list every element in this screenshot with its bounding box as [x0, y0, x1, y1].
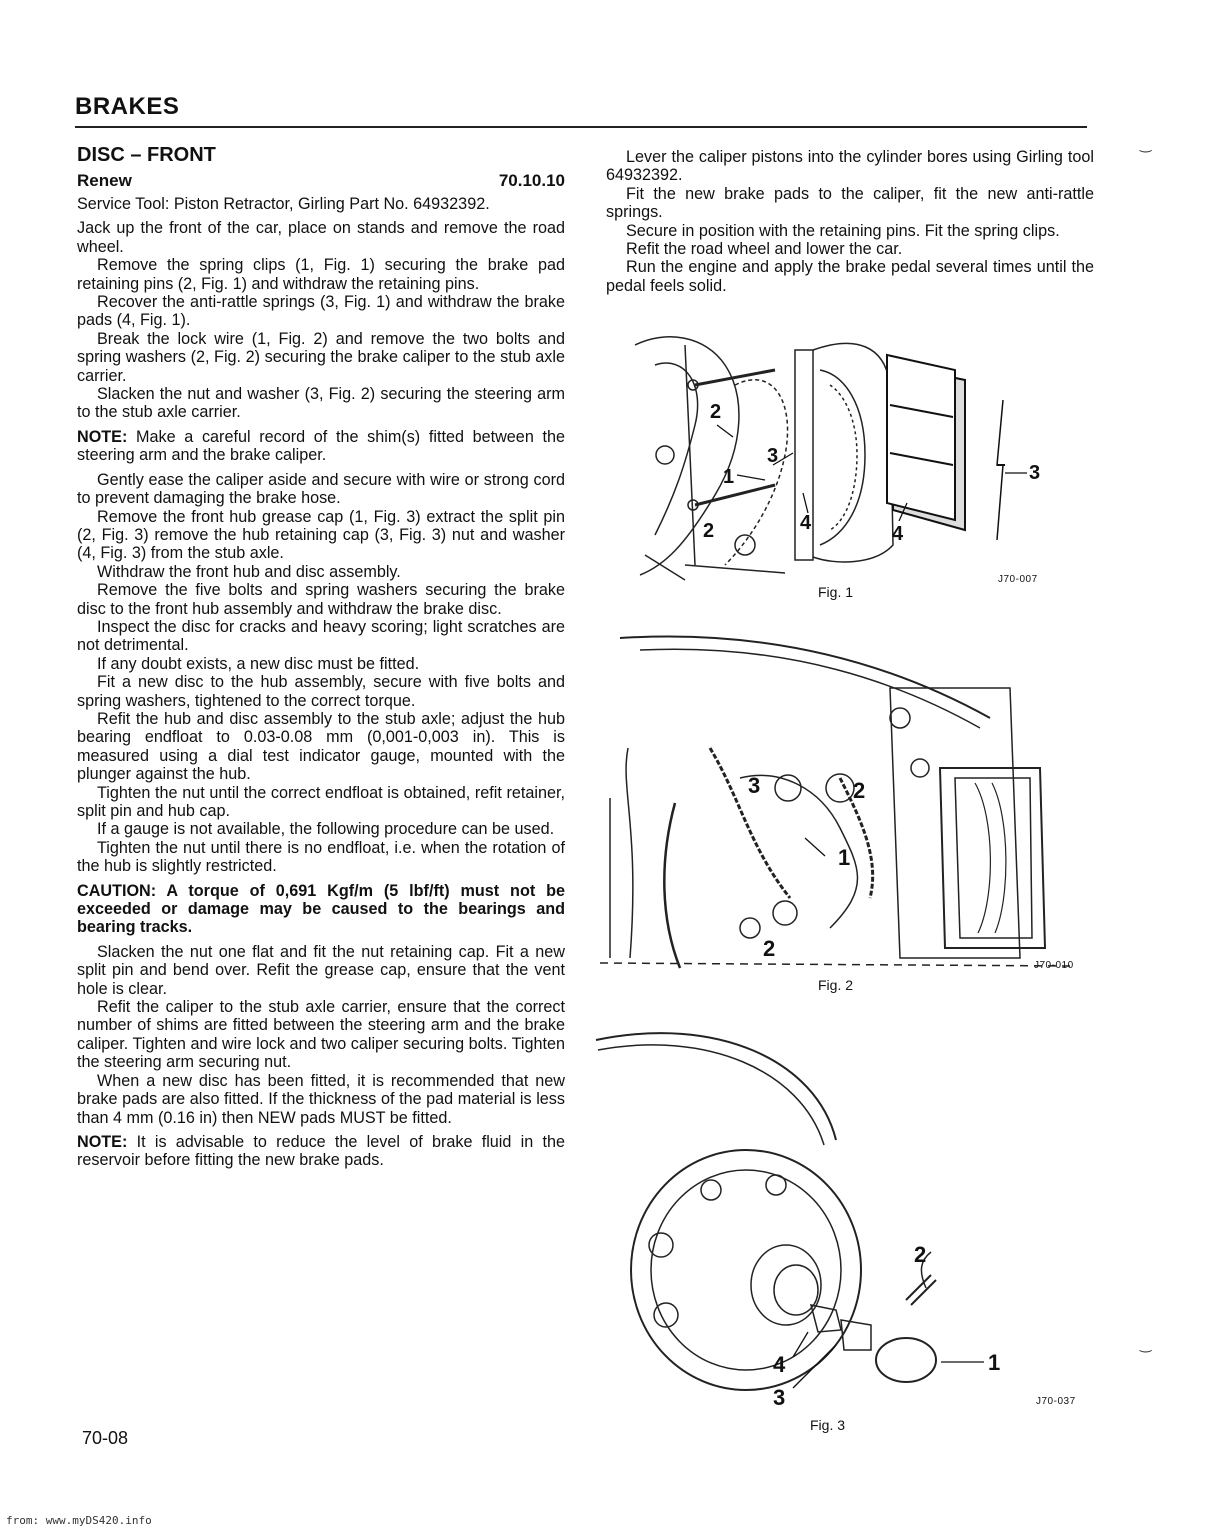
left-column — [77, 144, 565, 1170]
fig3-callout: 2 — [914, 1242, 927, 1267]
fig1-callout: 2 — [703, 520, 715, 542]
paragraph: Slacken the nut and washer (3, Fig. 2) securing the steering arm to the stub axle carrier. — [77, 385, 565, 422]
fig3-callout: 1 — [988, 1350, 1001, 1375]
brake-pads-drawing — [625, 325, 1055, 585]
fig2-callout: 3 — [748, 773, 761, 798]
figure-2-caption: Fig. 2 — [818, 977, 854, 993]
fig1-callout: 3 — [767, 445, 779, 467]
note-label: NOTE: — [77, 1132, 128, 1151]
paragraph: Remove the five bolts and spring washers securing the brake disc to the front hub assembly and withdraw the brake disc. — [77, 581, 565, 618]
paragraph: Refit the hub and disc assembly to the stub axle; adjust the hub bearing endfloat to 0.03-0.08 mm (0,001-0,003 in). This is measured using a dial test indicator gauge, mounted with the plunger against the hub. — [77, 709, 565, 784]
paragraph: Remove the front hub grease cap (1, Fig. 3) extract the split pin (2, Fig. 3) remove the hub retaining cap (3, Fig. 3) nut and washer (4, Fig. 3) from the stub axle. — [77, 507, 565, 563]
paragraph: Gently ease the caliper aside and secure with wire or strong cord to prevent damaging the brake hose. — [77, 470, 565, 508]
figure-1-ref: J70-007 — [998, 574, 1038, 585]
note-label: NOTE: — [77, 427, 128, 446]
fig2-callout: 2 — [853, 778, 866, 803]
paragraph: Fit the new brake pads to the caliper, fit the new anti-rattle springs. — [606, 184, 1094, 222]
figure-1-illustration — [625, 325, 1055, 585]
paragraph: Tighten the nut until there is no endfloat, i.e. when the rotation of the hub is slightly restricted. — [77, 838, 565, 876]
paragraph: Tighten the nut until the correct endfloat is obtained, refit retainer, split pin and hub cap. — [77, 783, 565, 820]
operation-heading: DISC – FRONT — [77, 144, 216, 166]
paragraph: If a gauge is not available, the following procedure can be used. — [97, 820, 555, 839]
paragraph: Refit the caliper to the stub axle carrier, ensure that the correct number of shims are fitted between the steering arm and the brake caliper. Tighten and wire lock and two caliper securing bolts. Tighten the steering arm securing nut. — [77, 998, 565, 1072]
service-tool-text: Service Tool: Piston Retractor, Girling Part No. 64932392. — [77, 195, 490, 213]
paragraph: Refit the road wheel and lower the car. — [626, 240, 903, 259]
fig1-callout: 4 — [892, 523, 904, 545]
figure-3-caption: Fig. 3 — [810, 1417, 846, 1433]
figure-3-illustration — [596, 1020, 1026, 1410]
paragraph: Run the engine and apply the brake pedal several times until the pedal feels solid. — [606, 258, 1094, 295]
source-footer: from: www.myDS420.info — [6, 1514, 152, 1527]
figure-3-ref: J70-037 — [1036, 1396, 1076, 1407]
paragraph: When a new disc has been fitted, it is recommended that new brake pads are also fitted. If the thickness of the pad material is less than 4 mm (0.16 in) then NEW pads MUST be fitted. — [77, 1071, 565, 1127]
paragraph: Fit a new disc to the hub assembly, secure with five bolts and spring washers, tightened to the correct torque. — [77, 673, 565, 710]
margin-mark: ‿ — [1140, 1336, 1152, 1352]
paragraph: Break the lock wire (1, Fig. 2) and remove the two bolts and spring washers (2, Fig. 2) securing the brake caliper to the stub axle carrier. — [77, 329, 565, 385]
fig1-callout: 1 — [723, 466, 735, 488]
fig2-callout: 1 — [838, 845, 851, 870]
fig1-callout: 4 — [800, 512, 812, 534]
operation-subheading — [77, 171, 565, 191]
paragraph: Jack up the front of the car, place on stands and remove the road wheel. — [77, 219, 565, 256]
paragraph: Remove the spring clips (1, Fig. 1) securing the brake pad retaining pins (2, Fig. 1) and withdraw the retaining pins. — [77, 256, 565, 293]
paragraph: Lever the caliper pistons into the cylinder bores using Girling tool 64932392. — [606, 148, 1094, 185]
fig2-callout: 2 — [763, 936, 776, 961]
operation-label: Renew — [77, 171, 132, 190]
paragraph: If any doubt exists, a new disc must be fitted. — [97, 654, 420, 673]
fig3-callout: 4 — [773, 1352, 786, 1377]
note-paragraph — [77, 1133, 565, 1170]
fig1-callout: 2 — [710, 401, 722, 423]
caliper-bolts-drawing — [600, 628, 1070, 973]
paragraph: Slacken the nut one flat and fit the nut retaining cap. Fit a new split pin and bend over. Refit the grease cap, ensure that the vent hole is clear. — [77, 942, 565, 998]
paragraph: Withdraw the front hub and disc assembly. — [97, 562, 401, 581]
hub-disc-drawing — [596, 1020, 1026, 1410]
figure-2-ref: J70-010 — [1034, 960, 1074, 971]
fig1-callout: 3 — [1029, 462, 1041, 484]
note-text: Make a careful record of the shim(s) fitted between the steering arm and the brake caliper. — [77, 427, 565, 465]
paragraph: Secure in position with the retaining pins. Fit the spring clips. — [626, 221, 1060, 240]
operation-code: 70.10.10 — [498, 171, 565, 190]
paragraph: Recover the anti-rattle springs (3, Fig. 1) and withdraw the brake pads (4, Fig. 1). — [77, 293, 565, 330]
note-paragraph — [77, 428, 565, 465]
caution-paragraph: CAUTION: A torque of 0,691 Kgf/m (5 lbf/ft) must not be exceeded or damage may be caused to the bearings and bearing tracks. — [77, 881, 565, 937]
figure-1-caption: Fig. 1 — [818, 584, 854, 600]
paragraph: Inspect the disc for cracks and heavy scoring; light scratches are not detrimental. — [77, 617, 565, 655]
figure-2-illustration — [600, 628, 1070, 973]
page-number: 70-08 — [82, 1428, 129, 1448]
margin-mark: ‿ — [1140, 136, 1152, 152]
right-column — [606, 148, 1094, 295]
note-text: It is advisable to reduce the level of brake fluid in the reservoir before fitting the new brake pads. — [77, 1132, 565, 1170]
fig3-callout: 3 — [773, 1385, 786, 1410]
section-title: BRAKES — [75, 93, 180, 120]
header-rule — [75, 126, 1087, 128]
